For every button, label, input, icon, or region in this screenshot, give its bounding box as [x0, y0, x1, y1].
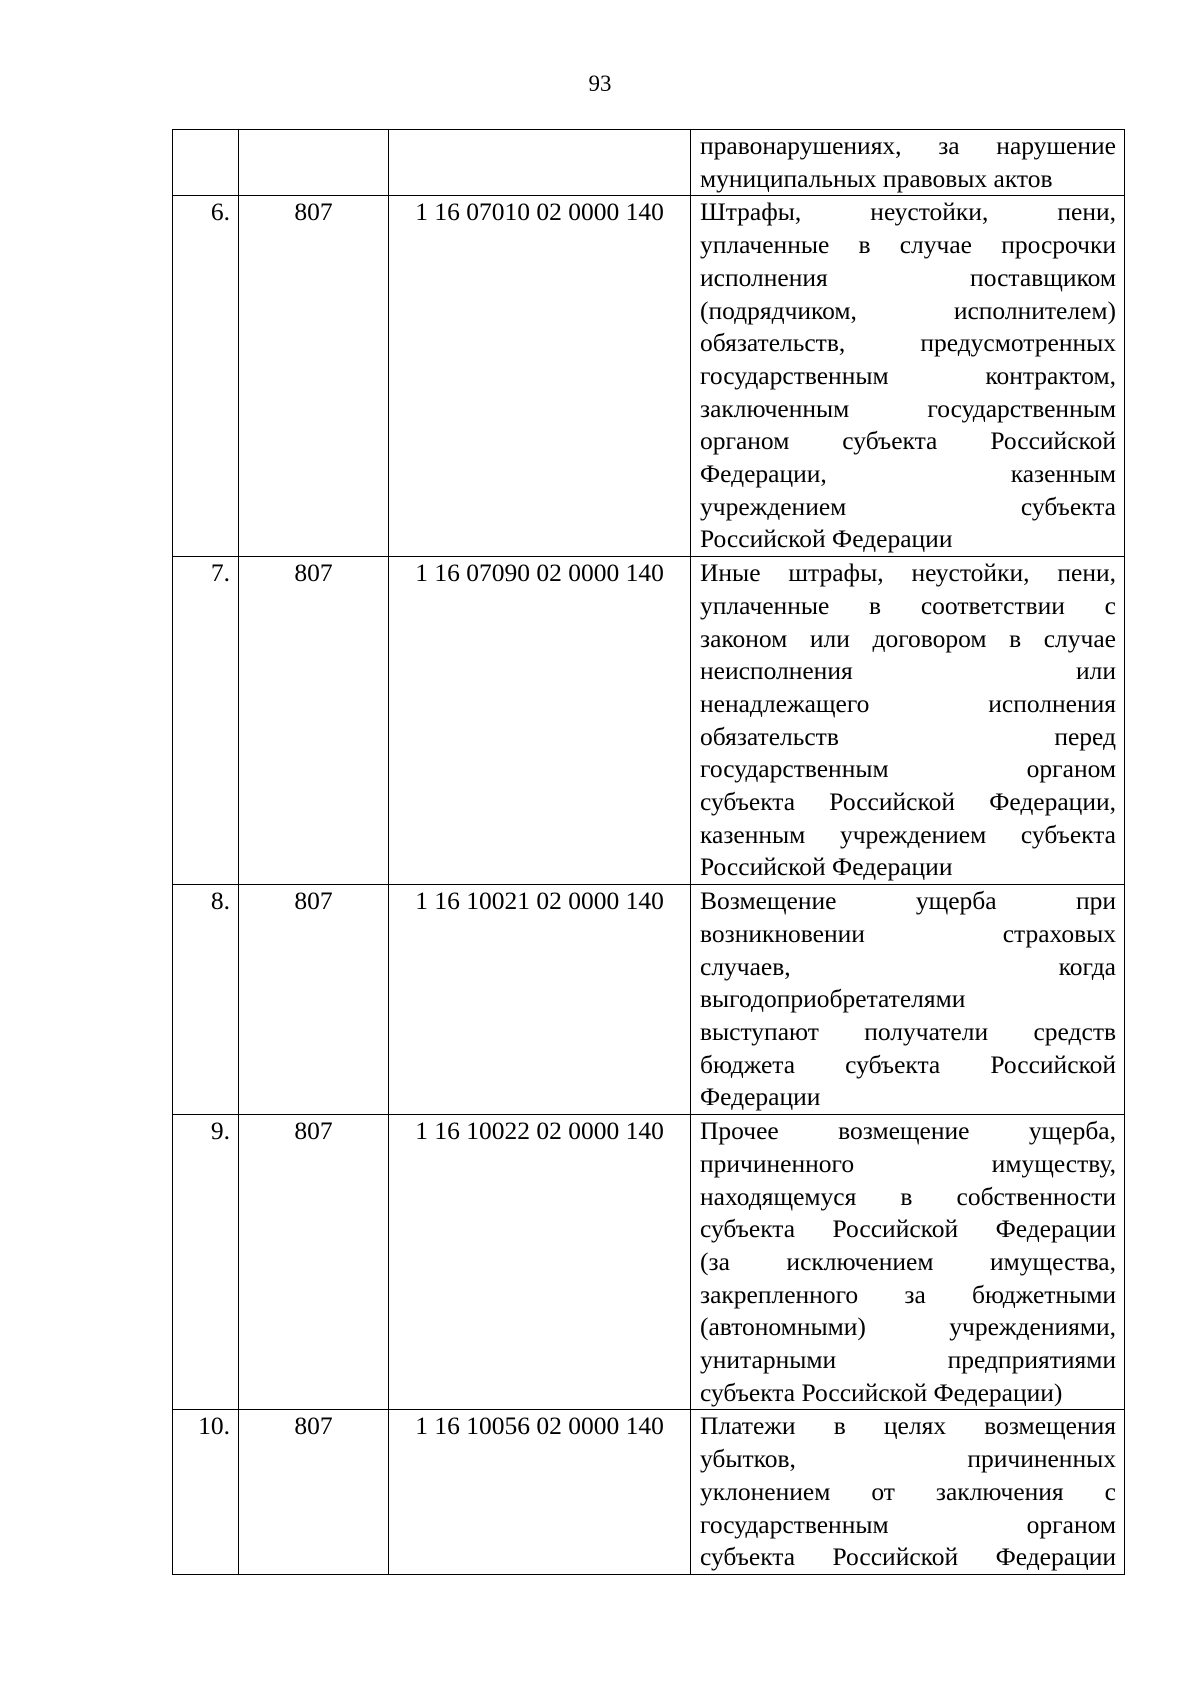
- revenue-name-line: государственным контрактом,: [700, 360, 1116, 390]
- table-row: [173, 130, 1125, 196]
- revenue-name-line: Российской Федерации: [700, 852, 953, 882]
- revenue-name: [691, 1410, 1125, 1575]
- revenue-name-line: выгодоприобретателями: [700, 984, 966, 1014]
- administrator-code: 807: [239, 196, 389, 557]
- revenue-name: [691, 196, 1125, 557]
- revenue-name-line: (подрядчиком, исполнителем): [700, 295, 1116, 325]
- revenue-name-line: правонарушениях, за нарушение: [700, 131, 1116, 160]
- revenue-name-line: (автономными) учреждениями,: [700, 1312, 1116, 1342]
- row-number: 8.: [173, 885, 239, 1115]
- revenue-name-line: казенным учреждением субъекта: [700, 819, 1116, 849]
- revenue-code: 1 16 10056 02 0000 140: [389, 1410, 691, 1575]
- revenue-name-line: причиненного имуществу,: [700, 1148, 1116, 1178]
- revenue-name-line: выступают получатели средств: [700, 1016, 1116, 1046]
- revenue-name-line: субъекта Российской Федерации: [700, 1542, 1116, 1572]
- revenue-name: [691, 1115, 1125, 1410]
- table-row: [173, 1115, 1125, 1410]
- row-number: 10.: [173, 1410, 239, 1575]
- revenue-code: 1 16 10022 02 0000 140: [389, 1115, 691, 1410]
- revenue-name-line: учреждением субъекта: [700, 491, 1116, 521]
- revenue-name-line: уплаченные в соответствии с: [700, 590, 1116, 620]
- revenue-name-line: Платежи в целях возмещения: [700, 1411, 1116, 1441]
- administrator-code: 807: [239, 557, 389, 885]
- revenue-name-line: Федерации, казенным: [700, 459, 1116, 489]
- administrator-code: 807: [239, 885, 389, 1115]
- revenue-name-line: находящемуся в собственности: [700, 1181, 1116, 1211]
- revenue-name-line: законом или договором в случае: [700, 623, 1116, 653]
- revenue-name-line: государственным органом: [700, 1509, 1116, 1539]
- table-row: [173, 885, 1125, 1115]
- row-number: 9.: [173, 1115, 239, 1410]
- row-number: 7.: [173, 557, 239, 885]
- revenue-code: [389, 130, 691, 196]
- table-row: [173, 196, 1125, 557]
- revenue-code: 1 16 10021 02 0000 140: [389, 885, 691, 1115]
- revenue-name-line: неисполнения или: [700, 656, 1116, 686]
- revenue-name-line: уплаченные в случае просрочки: [700, 230, 1116, 260]
- revenue-name-line: органом субъекта Российской: [700, 426, 1116, 456]
- revenue-name-line: унитарными предприятиями: [700, 1345, 1116, 1375]
- revenue-name: [691, 885, 1125, 1115]
- revenue-name-line: обязательств перед: [700, 721, 1116, 751]
- administrator-code: 807: [239, 1115, 389, 1410]
- budget-revenue-table: [172, 129, 1125, 1575]
- revenue-name-line: субъекта Российской Федерации,: [700, 787, 1116, 817]
- revenue-name-line: закрепленного за бюджетными: [700, 1279, 1116, 1309]
- table-row: [173, 1410, 1125, 1575]
- revenue-code: 1 16 07090 02 0000 140: [389, 557, 691, 885]
- revenue-name-line: убытков, причиненных: [700, 1444, 1116, 1474]
- revenue-name-line: заключенным государственным: [700, 393, 1116, 423]
- revenue-name-line: возникновении страховых: [700, 918, 1116, 948]
- revenue-name-line: государственным органом: [700, 754, 1116, 784]
- revenue-name-line: Прочее возмещение ущерба,: [700, 1116, 1116, 1146]
- revenue-name-line: (за исключением имущества,: [700, 1246, 1116, 1276]
- revenue-name-line: Возмещение ущерба при: [700, 886, 1116, 916]
- revenue-name-line: ненадлежащего исполнения: [700, 688, 1116, 718]
- row-number: [173, 130, 239, 196]
- revenue-name-line: Штрафы, неустойки, пени,: [700, 197, 1116, 227]
- revenue-name-line: субъекта Российской Федерации): [700, 1377, 1063, 1407]
- administrator-code: [239, 130, 389, 196]
- revenue-name-line: субъекта Российской Федерации: [700, 1214, 1116, 1244]
- revenue-code: 1 16 07010 02 0000 140: [389, 196, 691, 557]
- revenue-name: [691, 130, 1125, 196]
- page-number: 93: [588, 71, 612, 96]
- revenue-name-line: бюджета субъекта Российской: [700, 1049, 1116, 1079]
- revenue-name: [691, 557, 1125, 885]
- revenue-name-line: Российской Федерации: [700, 524, 953, 554]
- revenue-name-line: Федерации: [700, 1082, 821, 1112]
- revenue-name-line: случаев, когда: [700, 951, 1116, 981]
- revenue-name-line: Иные штрафы, неустойки, пени,: [700, 558, 1116, 588]
- revenue-name-line: исполнения поставщиком: [700, 262, 1116, 292]
- table-row: [173, 557, 1125, 885]
- revenue-name-line: муниципальных правовых актов: [700, 163, 1053, 193]
- revenue-name-line: уклонением от заключения с: [700, 1476, 1116, 1506]
- row-number: 6.: [173, 196, 239, 557]
- revenue-name-line: обязательств, предусмотренных: [700, 328, 1116, 358]
- administrator-code: 807: [239, 1410, 389, 1575]
